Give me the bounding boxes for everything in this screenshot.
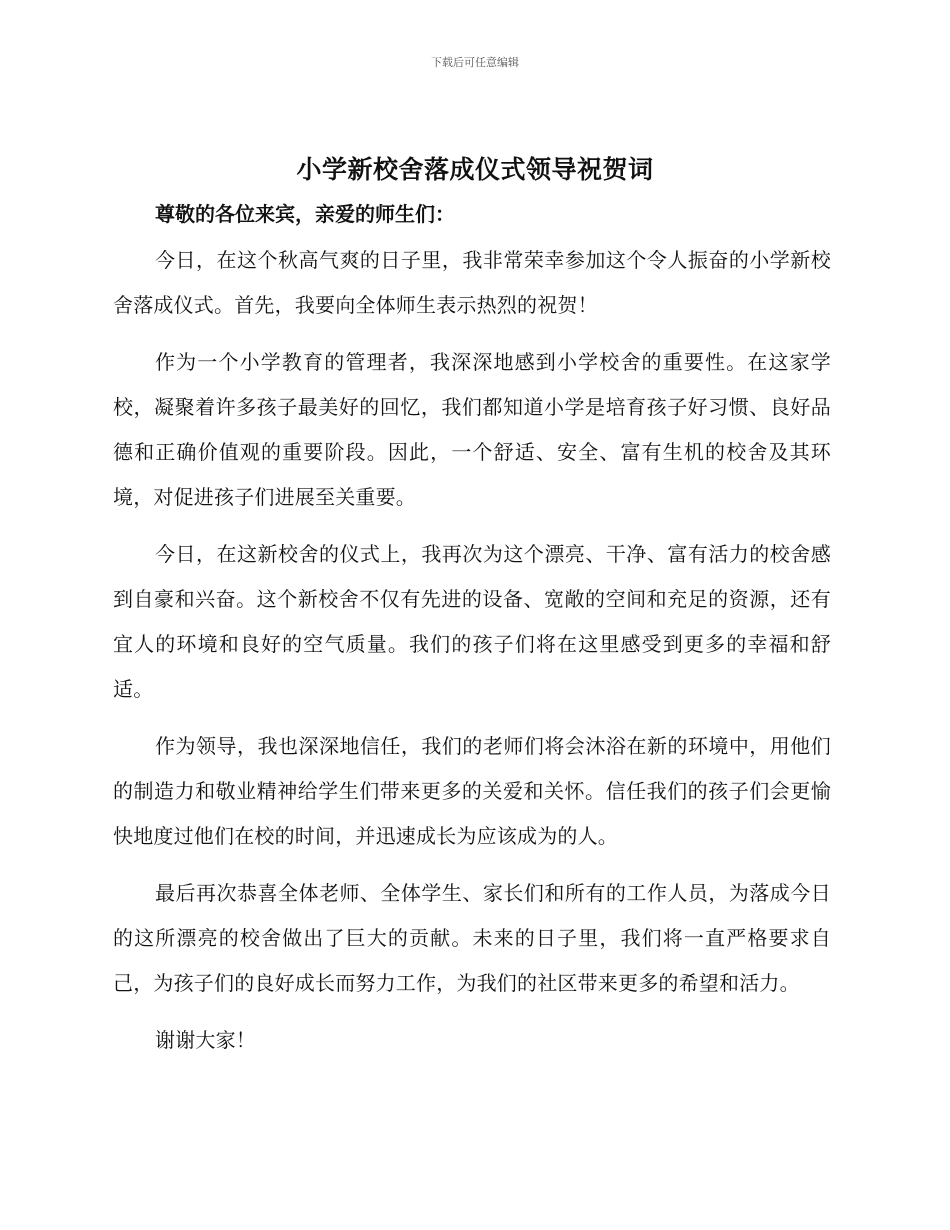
paragraph: 今日，在这个秋高气爽的日子里，我非常荣幸参加这个令人振奋的小学新校舍落成仪式。首先，我要向全体师生表示热烈的祝贺！ <box>113 248 831 317</box>
salutation: 尊敬的各位来宾，亲爱的师生们： <box>155 202 455 226</box>
paragraph: 作为一个小学教育的管理者，我深深地感到小学校舍的重要性。在这家学校，凝聚着许多孩子最美好的回忆，我们都知道小学是培育孩子好习惯、良好品德和正确价值观的重要阶段。因此，一个舒适、安全、富有生机的校舍及其环境，对促进孩子们进展至关重要。 <box>113 350 831 509</box>
header-note: 下载后可任意编辑 <box>431 56 519 69</box>
paragraph: 作为领导，我也深深地信任，我们的老师们将会沐浴在新的环境中，用他们的制造力和敬业精神给学生们带来更多的关爱和关怀。信任我们的孩子们会更愉快地度过他们在校的时间，并迅速成长为应该成为的人。 <box>113 734 831 848</box>
document-title: 小学新校舍落成仪式领导祝贺词 <box>296 155 654 184</box>
paragraph: 今日，在这新校舍的仪式上，我再次为这个漂亮、干净、富有活力的校舍感到自豪和兴奋。这个新校舍不仅有先进的设备、宽敞的空间和充足的资源，还有宜人的环境和良好的空气质量。我们的孩子们将在这里感受到更多的幸福和舒适。 <box>113 542 831 701</box>
document-body <box>113 200 831 1075</box>
paragraph: 最后再次恭喜全体老师、全体学生、家长们和所有的工作人员，为落成今日的这所漂亮的校舍做出了巨大的贡献。未来的日子里，我们将一直严格要求自己，为孩子们的良好成长而努力工作，为我们的社区带来更多的希望和活力。 <box>113 881 831 995</box>
closing-line: 谢谢大家！ <box>155 1028 256 1052</box>
